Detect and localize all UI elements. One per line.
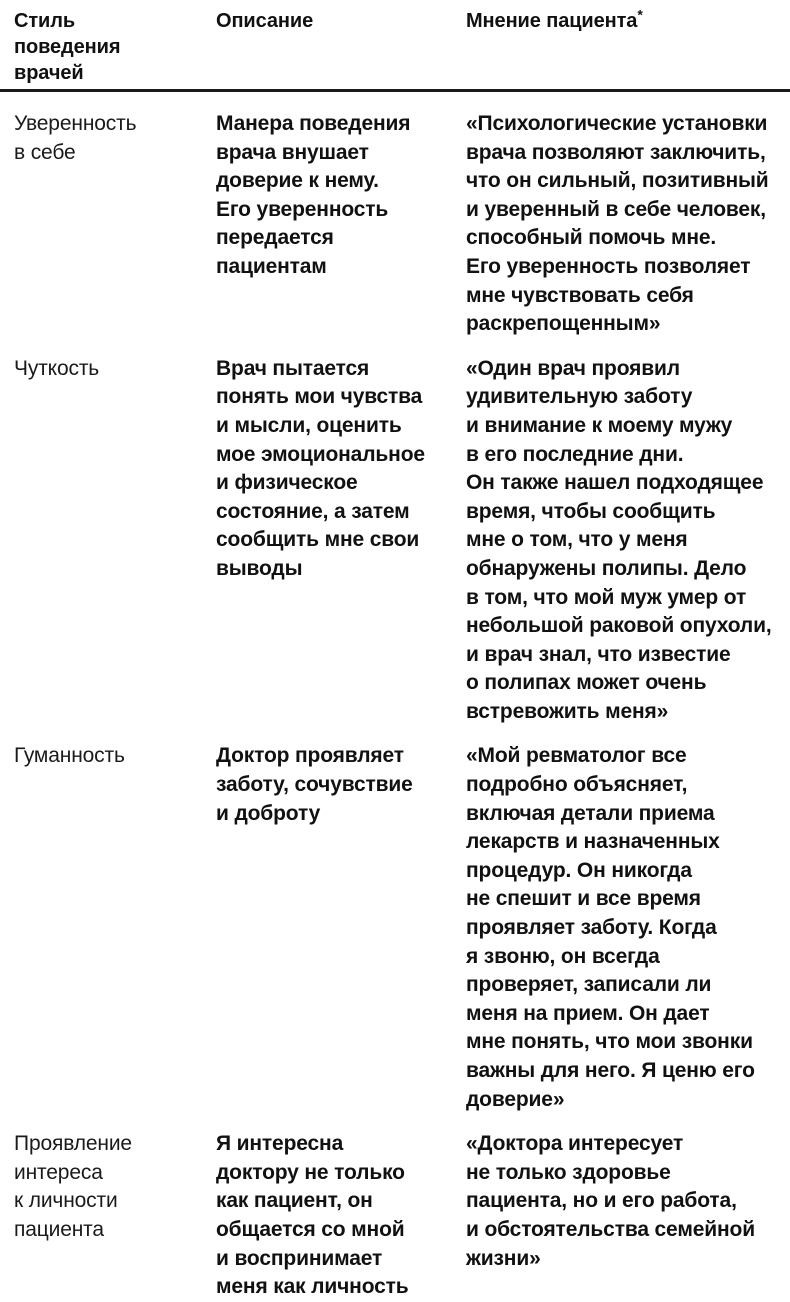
cell-line: не только здоровье [466,1160,671,1184]
cell-line: Уверенность [14,112,137,135]
cell-line: пациента [14,1217,104,1241]
cell-line: лекарств и назначенных [466,830,720,854]
cell-line: проверяет, записали ли [466,973,712,997]
cell-line: «Один врач проявил [466,356,680,380]
cell-line: поведения [14,36,121,58]
cell-line: к личности [14,1189,118,1213]
cell-behavior-style [0,339,208,727]
table-row [0,339,790,727]
cell-line: «Психологические установки [466,112,768,135]
cell-line: Я интересна [216,1132,344,1156]
cell-line: состояние, а затем [216,499,410,523]
cell-line: интереса [14,1160,103,1184]
cell-line: удивительную заботу [466,385,693,409]
cell-line: врача внушает [216,140,369,164]
cell-line: Описание [216,10,314,32]
cell-description [208,93,456,339]
cell-line: «Доктора интересует [466,1132,684,1156]
cell-line: что он сильный, позитивный [466,169,769,193]
cell-line: «Мой ревматолог все [466,744,687,768]
cell-line: Его уверенность позволяет [466,254,751,278]
cell-line: Он также нашел подходящее [466,471,764,495]
table-row [0,726,790,1114]
cell-line: Манера поведения [216,112,411,135]
footnote-marker-icon: * [637,6,643,23]
table-row [0,93,790,339]
column-header-description [208,0,456,88]
cell-line: Проявление [14,1132,132,1156]
cell-line: Чуткость [14,356,100,380]
cell-line: заботу, сочувствие [216,773,413,797]
cell-line: выводы [216,556,303,580]
cell-line: врачей [14,62,84,84]
cell-patient-opinion [456,339,790,727]
cell-line: Доктор проявляет [216,744,404,768]
column-header-patient-opinion [456,0,790,88]
cell-line: меня как личность [216,1275,409,1299]
cell-line: мне чувствовать себя [466,283,694,307]
cell-line: мое эмоциональное [216,442,425,466]
cell-line: сообщить мне свои [216,528,420,552]
cell-line: в его последние дни. [466,442,684,466]
cell-line: о полипах может очень [466,671,707,695]
cell-line: меня на прием. Он дает [466,1001,710,1025]
cell-line: процедур. Он никогда [466,858,692,882]
cell-line: доверие к нему. [216,169,379,193]
cell-description [208,726,456,1114]
cell-line: и мысли, оценить [216,413,402,437]
cell-line: встревожить меня» [466,699,669,723]
cell-behavior-style [0,93,208,339]
cell-line: и обстоятельства семейной [466,1217,755,1241]
cell-patient-opinion [456,93,790,339]
cell-line: мне о том, что у меня [466,528,688,552]
cell-line: Его уверенность [216,197,389,221]
cell-line: я звоню, он всегда [466,944,660,968]
cell-line: подробно объясняет, [466,773,688,797]
cell-line: понять мои чувства [216,385,423,409]
cell-line: раскрепощенным» [466,312,661,336]
column-header-patient-opinion-text: Мнение пациента [466,10,638,32]
cell-line: передается [216,226,334,250]
cell-line: способный помочь мне. [466,226,717,250]
cell-line: как пациент, он [216,1189,373,1213]
table-header [0,0,790,93]
cell-description [208,339,456,727]
cell-patient-opinion [456,1114,790,1302]
cell-line: обнаружены полипы. Дело [466,556,747,580]
cell-line: и уверенный в себе человек, [466,197,766,221]
cell-behavior-style [0,726,208,1114]
cell-line: и воспринимает [216,1246,383,1270]
cell-line: общается со мной [216,1217,405,1241]
cell-line: Стиль [14,10,76,32]
cell-line: и внимание к моему мужу [466,413,733,437]
cell-line: в том, что мой муж умер от [466,585,747,609]
cell-line: проявляет заботу. Когда [466,916,717,940]
cell-line: небольшой раковой опухоли, [466,614,772,638]
cell-line: Гуманность [14,744,125,768]
cell-line: время, чтобы сообщить [466,499,716,523]
cell-line: пациента, но и его работа, [466,1189,737,1213]
cell-line: и физическое [216,471,358,495]
header-rule-line [0,89,790,92]
cell-line: и доброту [216,801,321,825]
cell-line: важны для него. Я ценю его [466,1059,755,1082]
cell-patient-opinion [456,726,790,1114]
table-body [0,93,790,1302]
cell-line: в себе [14,140,76,164]
cell-line: пациентам [216,254,327,278]
cell-line: и врач знал, что известие [466,642,731,666]
cell-description [208,1114,456,1302]
column-header-behavior-style [0,0,208,88]
table-header-row [0,0,790,88]
cell-line: включая детали приема [466,801,715,825]
cell-line: жизни» [466,1246,541,1270]
table-row [0,1114,790,1302]
cell-line: доверие» [466,1087,565,1111]
cell-behavior-style [0,1114,208,1302]
cell-line: Врач пытается [216,356,370,380]
cell-line: мне понять, что мои звонки [466,1030,753,1054]
cell-line: врача позволяют заключить, [466,140,766,164]
cell-line: не спешит и все время [466,887,701,911]
cell-line: доктору не только [216,1160,405,1184]
